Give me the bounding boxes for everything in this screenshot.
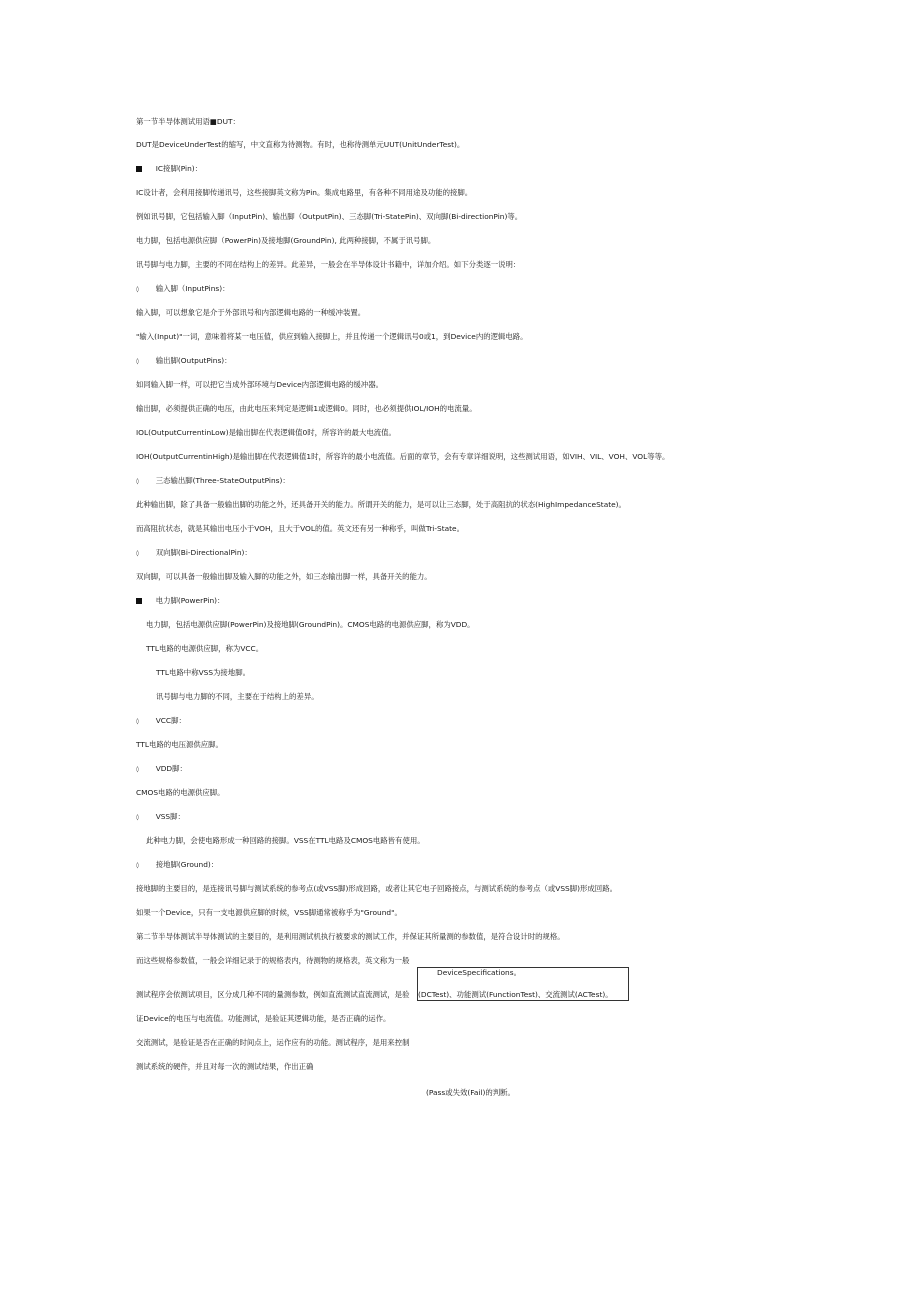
spec-values-text: 而这些规格参数值，一般会详细记录于的规格表内，待测物的规格表，英文称为一般 <box>136 956 410 965</box>
square-bullet-icon <box>136 166 142 172</box>
ground-purpose: 接地脚的主要目的，是连接讯号脚与测试系统的参考点(或VSS脚)形成回路，或者让其它电子回路接点，与测试系统的参考点（或VSS脚)形成回路。 <box>136 884 617 893</box>
vdd-heading: ◊ VDD脚： <box>136 764 187 773</box>
power-pin-types: 电力脚，包括电源供应脚（PowerPin)及接地脚(GroundPin), 此两种接脚，不属于讯号脚。 <box>136 236 436 245</box>
dc-function-desc: 证Device的电压与电流值。功能测试，是验证其逻辑功能，是否正确的运作。 <box>136 1014 391 1023</box>
square-bullet-icon <box>136 598 142 604</box>
high-impedance-desc: 而高阻抗状态，就是其输出电压小于VOH，且大于VOL的值。英文还有另一种称乎，叫做Tri-State。 <box>136 524 464 533</box>
vcc-heading: ◊ VCC脚： <box>136 716 186 725</box>
input-pins-desc: 输入脚，可以想象它是介于外部讯号和内部逻辑电路的一种缓冲装置。 <box>136 308 366 317</box>
test-types-text: (DCTest)、功能测试(FunctionTest)、交流测试(ACTest)。 <box>418 990 613 999</box>
tristate-pins-heading: ◊ 三态输出脚(Three-StateOutputPins)： <box>136 476 290 485</box>
diamond-bullet-icon: ◊ <box>136 286 139 293</box>
ground-naming: 如果一个Device，只有一支电源供应脚的时候，VSS脚通常被称乎为"Ground"。 <box>136 908 402 917</box>
signal-pin-types: 例如讯号脚，它包括输入脚（InputPin)、输出脚（OutputPin)、三态脚(Tri-StatePin)、双向脚(Bi-directionPin)等。 <box>136 212 523 221</box>
ttl-vcc-desc: TTL电路的电源供应脚，称为VCC。 <box>146 644 264 653</box>
section-2-heading: 第二节半导体测试半导体测试的主要目的，是利用测试机执行被要求的测试工作，并保证其所量测的参数值，是符合设计时的规格。 <box>136 932 565 941</box>
diamond-bullet-icon: ◊ <box>136 766 139 773</box>
diamond-bullet-icon: ◊ <box>136 550 139 557</box>
bidirectional-heading: ◊ 双向脚(Bi-DirectionalPin)： <box>136 548 252 557</box>
dut-definition: DUT是DeviceUnderTest的缩写，中文直称为待测物。有时，也称待测单元UUT(UnitUnderTest)。 <box>136 140 465 149</box>
vss-heading: ◊ VSS脚： <box>136 812 185 821</box>
ioh-definition: IOH(OutputCurrentinHigh)是输出脚在代表逻辑值1时，所容许的最小电流值。后面的章节，会有专章详细说明，这些测试用语，如VIH、VIL、VOH、VOL等等。 <box>136 452 670 461</box>
structure-difference: 讯号脚与电力脚的不同，主要在于结构上的差异。 <box>156 692 319 701</box>
ic-pin-heading: IC接脚(Pin)： <box>136 164 202 174</box>
output-pins-desc: 如同输入脚一样，可以把它当成外部环境与Device内部逻辑电路的缓冲器。 <box>136 380 383 389</box>
input-pins-heading: ◊ 输入脚（InputPins)： <box>136 284 230 293</box>
diamond-bullet-icon: ◊ <box>136 718 139 725</box>
ac-test-desc: 交流测试，是验证是否在正确的时间点上，运作应有的功能。测试程序，是用来控制 <box>136 1038 410 1047</box>
hardware-control-desc: 测试系统的硬件，并且对每一次的测试结果，作出正确 <box>136 1062 314 1071</box>
output-pins-heading: ◊ 输出脚(OutputPins)： <box>136 356 232 365</box>
diamond-bullet-icon: ◊ <box>136 814 139 821</box>
bidirectional-desc: 双向脚，可以具备一般输出脚及输入脚的功能之外，如三态输出脚一样，具备开关的能力。 <box>136 572 432 581</box>
pin-difference-intro: 讯号脚与电力脚，主要的不同在结构上的差异。此差异，一般会在半导体设计书籍中，详加介绍。如下分类逐一说明： <box>136 260 521 269</box>
test-program-text: 测试程序会依测试项目，区分成几种不同的量测参数，例如直流测试直流测试，是验 <box>136 990 410 999</box>
ic-pin-intro: IC设计者，会利用接脚传递讯号，这些接脚英文称为Pin。集成电路里，有各种不同用途及功能的接脚。 <box>136 188 473 197</box>
ttl-vss-desc: TTL电路中称VSS为接地脚。 <box>156 668 250 677</box>
diamond-bullet-icon: ◊ <box>136 358 139 365</box>
device-specifications: DeviceSpecifications。 <box>437 968 521 977</box>
section-1-heading: 第一节半导体测试用语■DUT： <box>136 117 240 126</box>
diamond-bullet-icon: ◊ <box>136 862 139 869</box>
vdd-desc: CMOS电路的电源供应脚。 <box>136 788 225 797</box>
tristate-desc: 此种输出脚，除了具备一般输出脚的功能之外，还具备开关的能力。所谓开关的能力，是可以让三态脚，处于高阻抗的状态(HighImpedanceState)。 <box>136 500 626 509</box>
pass-fail-judgement: (Pass或失效(Fail)的判断。 <box>426 1088 515 1097</box>
vss-desc: 此种电力脚，会使电路形成一种回路的接脚。VSS在TTL电路及CMOS电路皆有使用。 <box>146 836 425 845</box>
diamond-bullet-icon: ◊ <box>136 478 139 485</box>
output-voltage-desc: 输出脚，必须提供正确的电压，由此电压来判定是逻辑1或逻辑0。同时，也必须提供IOL/IOH的电流量。 <box>136 404 477 413</box>
vcc-desc: TTL电路的电压源供应脚。 <box>136 740 223 749</box>
input-term-desc: "输入(Input)"一词，意味着将某一电压值，供应到输入接脚上，并且传递一个逻辑讯号0或1，到Device内的逻辑电路。 <box>136 332 528 341</box>
ground-heading: ◊ 接地脚(Ground)： <box>136 860 219 869</box>
power-pin-heading: 电力脚(PowerPin)： <box>136 596 224 606</box>
iol-definition: IOL(OutputCurrentinLow)是输出脚在代表逻辑值0时，所容许的最大电流值。 <box>136 428 396 437</box>
power-pin-desc: 电力脚，包括电源供应脚(PowerPin)及接地脚(GroundPin)。CMOS电路的电源供应脚，称为VDD。 <box>146 620 475 629</box>
